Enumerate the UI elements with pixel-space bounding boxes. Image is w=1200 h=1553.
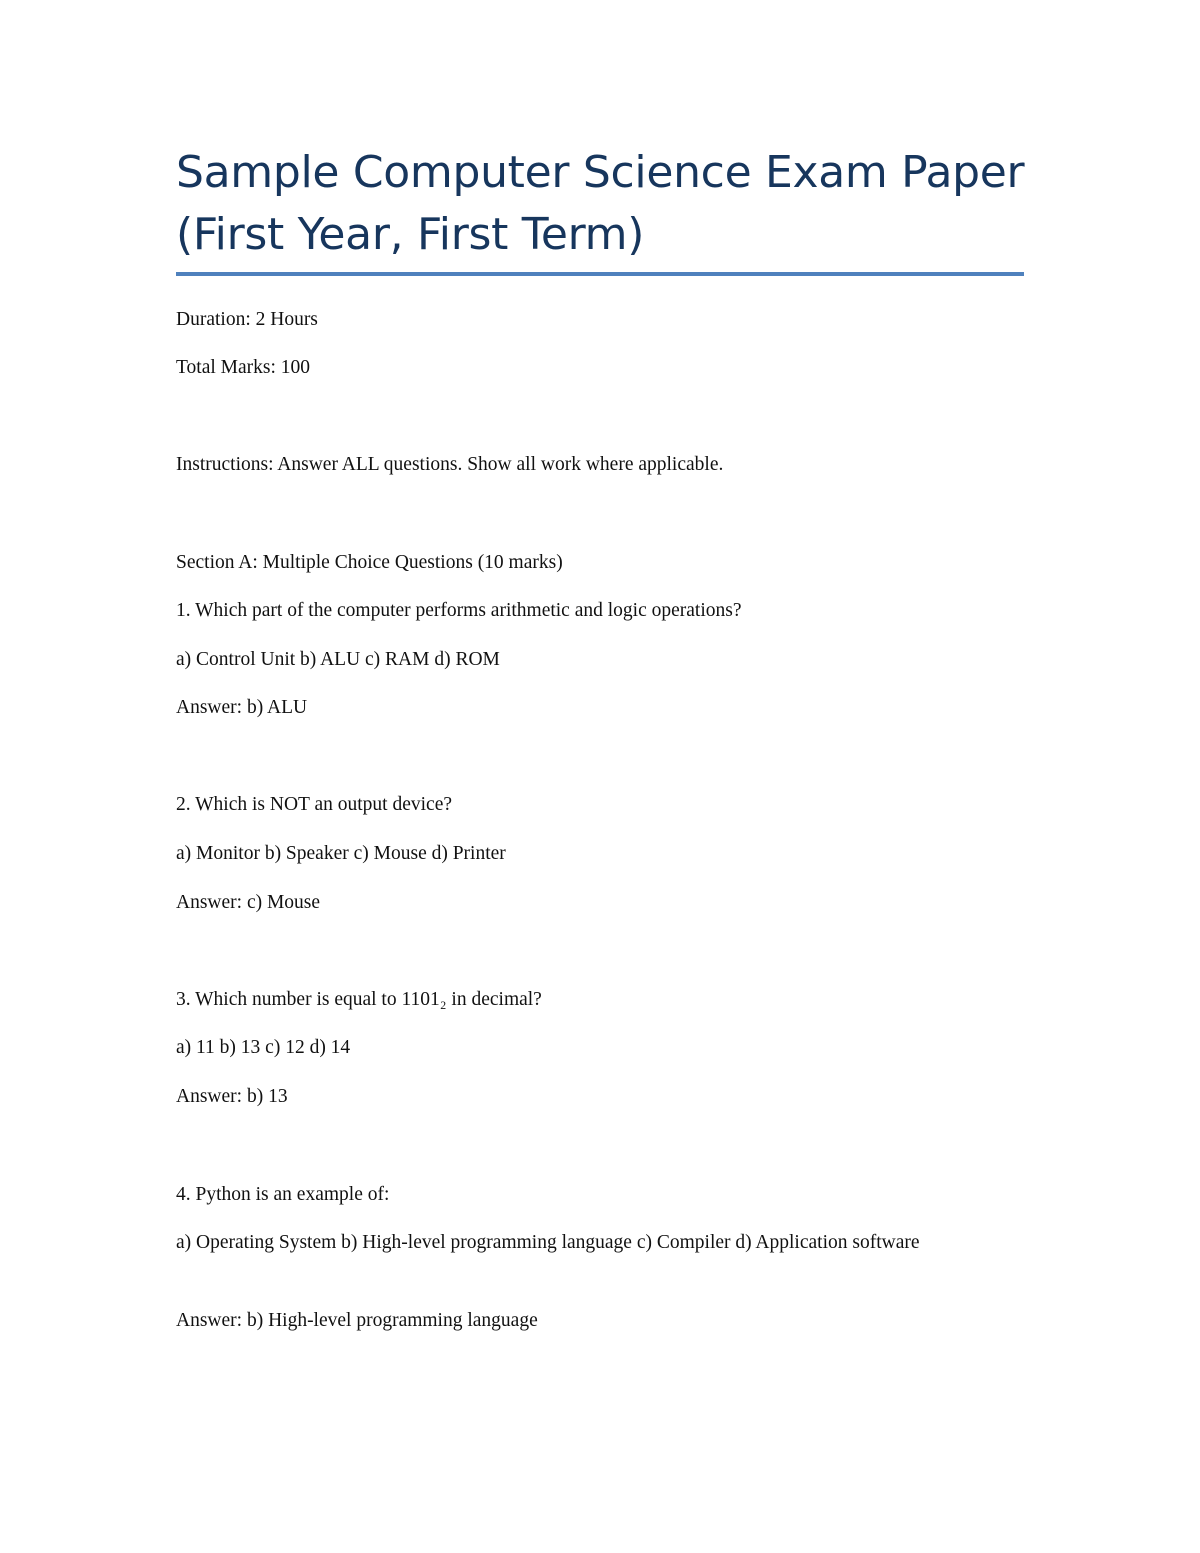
total-marks-text: Total Marks: 100: [176, 357, 311, 378]
title-underline: [176, 272, 1024, 276]
question-4-options: a) Operating System b) High-level programming language c) Compiler d) Application software: [176, 1232, 920, 1253]
question-3-answer: Answer: b) 13: [176, 1086, 288, 1107]
question-4-answer: Answer: b) High-level programming language: [176, 1310, 538, 1331]
question-1-text: 1. Which part of the computer performs arithmetic and logic operations?: [176, 600, 742, 621]
page-title: Sample Computer Science Exam Paper (First Year, First Term): [176, 147, 1025, 260]
question-3-text: 3. Which number is equal to 1101₂ in decimal?: [176, 989, 542, 1010]
question-4-text: 4. Python is an example of:: [176, 1184, 390, 1205]
question-1-answer: Answer: b) ALU: [176, 697, 308, 718]
section-a-heading: Section A: Multiple Choice Questions (10 marks): [176, 552, 563, 573]
instructions-text: Instructions: Answer ALL questions. Show all work where applicable.: [176, 454, 724, 475]
question-2-options: a) Monitor b) Speaker c) Mouse d) Printer: [176, 843, 506, 864]
question-3-options: a) 11 b) 13 c) 12 d) 14: [176, 1037, 351, 1058]
duration-text: Duration: 2 Hours: [176, 309, 318, 330]
question-1-options: a) Control Unit b) ALU c) RAM d) ROM: [176, 649, 500, 670]
question-2-answer: Answer: c) Mouse: [176, 892, 321, 913]
question-2-text: 2. Which is NOT an output device?: [176, 794, 453, 815]
